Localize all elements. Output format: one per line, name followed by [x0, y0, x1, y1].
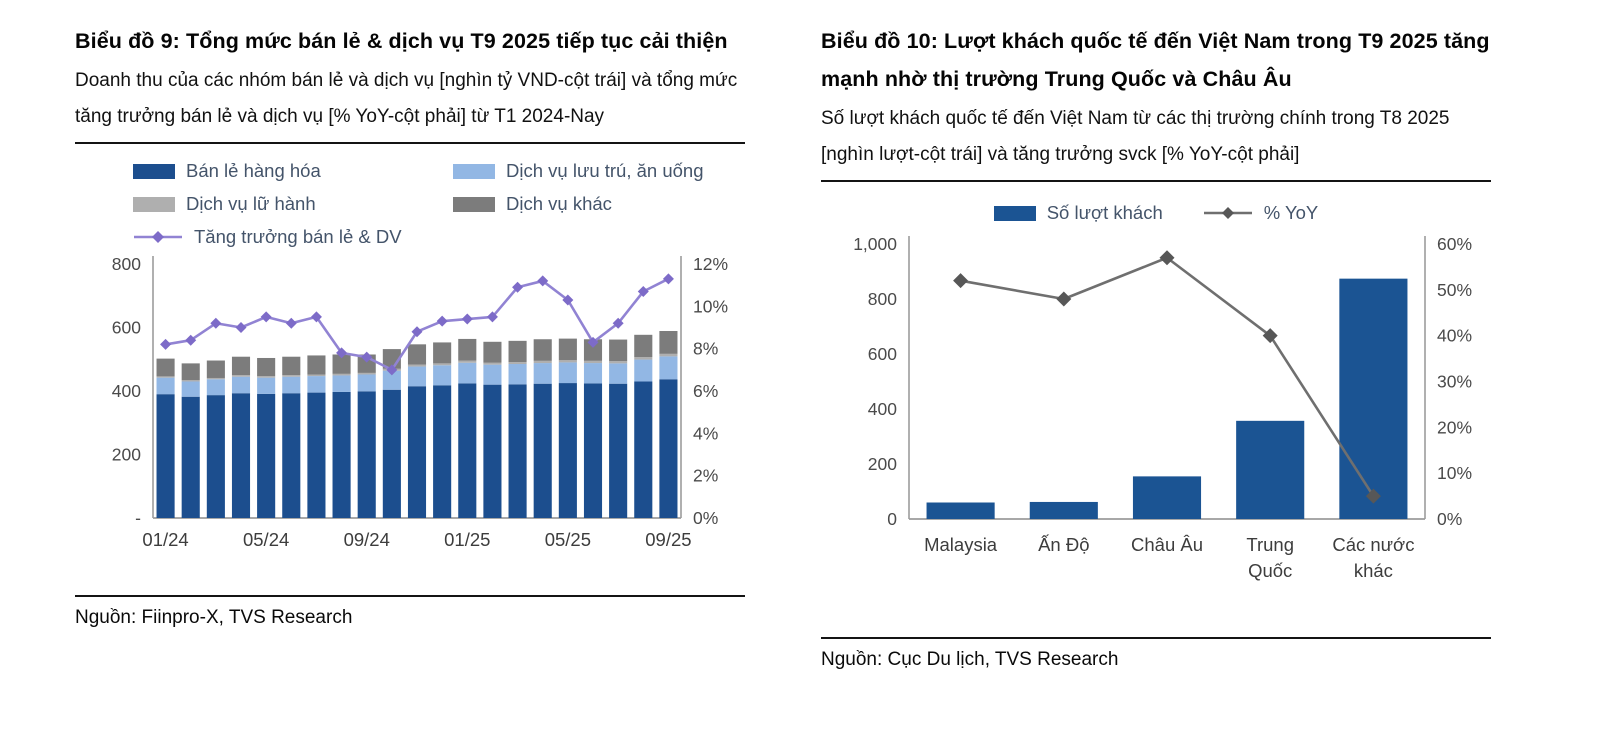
legend-item: [133, 160, 453, 182]
bar-segment: [483, 385, 501, 518]
y-right-tick-label: 6%: [693, 381, 719, 401]
bar-segment: [483, 363, 501, 365]
chart-legend: [133, 160, 745, 248]
bar-segment: [207, 395, 225, 518]
chart-subtitle: Số lượt khách quốc tế đến Việt Nam từ các thị trường chính trong T8 2025 [nghìn lượt-cột trái] và tăng trưởng svck [% YoY-cột phải]: [821, 108, 1450, 165]
y-left-tick-label: 1,000: [853, 234, 897, 254]
y-left-tick-label: 600: [111, 317, 141, 338]
color-legend-swatch: [994, 206, 1036, 221]
bar-segment: [458, 339, 476, 361]
bar-segment: [433, 342, 451, 363]
bar-segment: [509, 364, 527, 384]
bar-segment: [534, 361, 552, 363]
bar-segment: [458, 363, 476, 384]
color-legend-swatch: [453, 197, 495, 212]
bar-segment: [182, 397, 200, 518]
bar-segment: [307, 355, 325, 374]
x-axis-tick-label: 09/24: [343, 529, 390, 550]
bar-segment: [509, 341, 527, 362]
bar-segment: [383, 390, 401, 518]
bar-line-chart: [821, 226, 1491, 594]
chart-area: [75, 160, 745, 588]
bar-segment: [232, 375, 250, 377]
legend-label: Dịch vụ lưu trú, ăn uống: [506, 160, 704, 181]
x-axis-tick-label: 05/25: [544, 529, 592, 550]
x-axis-tick-label: 05/24: [242, 529, 290, 550]
source-note: Nguồn: Cục Du lịch, TVS Research: [821, 649, 1119, 670]
bar-segment: [634, 357, 652, 360]
bar-segment: [257, 376, 275, 378]
y-left-tick-label: 800: [867, 289, 897, 309]
y-left-tick-label: 400: [867, 399, 897, 419]
y-right-tick-label: 40%: [1437, 325, 1473, 346]
x-axis-tick-label: 01/24: [142, 529, 189, 550]
bar-segment: [207, 378, 225, 379]
color-legend-swatch: [133, 197, 175, 212]
y-right-tick-label: 50%: [1437, 279, 1473, 300]
bar-segment: [307, 374, 325, 376]
trend-line: [961, 258, 1374, 496]
bar-segment: [157, 359, 175, 377]
data-point-marker: [1056, 292, 1071, 307]
line-legend-swatch: [133, 229, 183, 245]
bar-segment: [282, 393, 300, 518]
legend-label: Dịch vụ khác: [506, 193, 612, 214]
y-left-tick-label: -: [135, 508, 141, 528]
bar-segment: [207, 379, 225, 395]
bar-segment: [483, 365, 501, 385]
bar-segment: [1133, 476, 1201, 519]
bar-segment: [333, 375, 351, 392]
bar-segment: [584, 361, 602, 363]
bar-segment: [333, 392, 351, 518]
y-left-tick-label: 600: [867, 344, 897, 364]
legend-label: Tăng trưởng bán lẻ & DV: [194, 226, 402, 247]
y-left-tick-label: 200: [111, 444, 141, 465]
legend-label: Số lượt khách: [1046, 202, 1163, 223]
bar-segment: [534, 339, 552, 361]
y-right-tick-label: 8%: [693, 338, 719, 359]
bar-segment: [534, 363, 552, 384]
bar-segment: [584, 363, 602, 383]
bar-segment: [408, 386, 426, 518]
bar-segment: [307, 393, 325, 518]
color-legend-swatch: [453, 164, 495, 179]
legend-item: [453, 160, 745, 182]
line-legend-swatch: [1203, 205, 1253, 221]
bar-segment: [458, 383, 476, 518]
y-left-tick-label: 800: [111, 254, 141, 274]
bar-segment: [1339, 279, 1407, 519]
bar-segment: [659, 356, 677, 379]
source-note: Nguồn: Fiinpro-X, TVS Research: [75, 607, 353, 628]
data-point-marker: [160, 339, 171, 350]
legend-label: Bán lẻ hàng hóa: [186, 160, 321, 181]
bar-segment: [282, 375, 300, 377]
bar-segment: [458, 361, 476, 363]
bar-segment: [282, 357, 300, 375]
y-right-tick-label: 2%: [693, 465, 719, 486]
bar-segment: [1030, 502, 1098, 519]
y-left-tick-label: 400: [111, 381, 141, 401]
bar-segment: [559, 383, 577, 518]
x-axis-tick-label: Malaysia: [924, 534, 998, 555]
divider: [75, 142, 745, 144]
y-right-tick-label: 0%: [693, 508, 719, 528]
data-point-marker: [953, 273, 968, 288]
bar-segment: [634, 360, 652, 382]
data-point-marker: [462, 314, 473, 325]
bar-segment: [659, 379, 677, 518]
bar-segment: [609, 361, 627, 363]
y-left-tick-label: 0: [887, 509, 897, 529]
bar-segment: [157, 378, 175, 395]
y-right-tick-label: 60%: [1437, 234, 1473, 254]
y-right-tick-label: 10%: [1437, 463, 1473, 484]
bar-segment: [182, 380, 200, 381]
bar-segment: [659, 354, 677, 357]
legend-item: [453, 193, 745, 215]
page-title: Biểu đồ 10: Lượt khách quốc tế đến Việt Nam trong T9 2025 tăng mạnh nhờ thị trường Trung Quốc và Châu Âu: [821, 29, 1490, 91]
y-right-tick-label: 20%: [1437, 417, 1473, 438]
legend-label: Dịch vụ lữ hành: [186, 193, 316, 214]
legend-item: [133, 226, 453, 248]
divider: [821, 637, 1491, 639]
bar-segment: [559, 339, 577, 361]
bar-segment: [609, 340, 627, 362]
bar-segment: [659, 331, 677, 354]
data-point-marker: [437, 316, 448, 327]
bar-segment: [232, 377, 250, 394]
bar-segment: [257, 394, 275, 518]
y-right-tick-label: 0%: [1437, 509, 1463, 529]
divider: [75, 595, 745, 597]
bar-segment: [1236, 421, 1304, 519]
bar-segment: [358, 374, 376, 391]
bar-segment: [232, 393, 250, 518]
data-point-marker: [152, 231, 164, 243]
bar-segment: [433, 363, 451, 365]
bar-segment: [483, 342, 501, 363]
x-axis-tick-label: Các nước khác: [1332, 534, 1415, 581]
legend-item: [1203, 202, 1319, 224]
y-right-tick-label: 4%: [693, 423, 719, 444]
chart-card-bieu-do-10: [821, 22, 1491, 671]
chart-subtitle: Doanh thu của các nhóm bán lẻ và dịch vụ [nghìn tỷ VND-cột trái] và tổng mức tăng trưởng bán lẻ và dịch vụ [% YoY-cột phải] từ T1 2024-Nay: [75, 70, 738, 127]
bar-segment: [182, 381, 200, 396]
bar-segment: [634, 335, 652, 357]
chart-card-bieu-do-9: [75, 22, 745, 671]
bar-segment: [408, 365, 426, 367]
bar-segment: [157, 394, 175, 518]
chart-legend: [821, 202, 1491, 224]
bar-segment: [257, 358, 275, 376]
bar-segment: [307, 376, 325, 393]
data-point-marker: [1222, 207, 1234, 219]
bar-segment: [927, 503, 995, 520]
legend-item: [994, 202, 1163, 224]
data-point-marker: [286, 318, 297, 329]
bar-segment: [559, 360, 577, 362]
bar-segment: [282, 377, 300, 394]
bar-segment: [433, 365, 451, 385]
bar-segment: [157, 376, 175, 377]
bar-segment: [584, 383, 602, 518]
color-legend-swatch: [133, 164, 175, 179]
bar-segment: [333, 374, 351, 376]
stacked-bar-line-chart: [75, 252, 745, 552]
bar-segment: [609, 384, 627, 518]
y-right-tick-label: 10%: [693, 296, 729, 317]
divider: [821, 180, 1491, 182]
bar-segment: [257, 378, 275, 394]
data-point-marker: [663, 273, 674, 284]
bar-segment: [408, 367, 426, 387]
bar-segment: [433, 385, 451, 518]
bar-segment: [509, 362, 527, 364]
bar-segment: [534, 384, 552, 518]
bar-segment: [634, 381, 652, 518]
y-right-tick-label: 30%: [1437, 371, 1473, 392]
y-left-tick-label: 200: [867, 454, 897, 474]
page-title: Biểu đồ 9: Tổng mức bán lẻ & dịch vụ T9 2025 tiếp tục cải thiện: [75, 29, 728, 53]
x-axis-tick-label: Châu Âu: [1131, 534, 1203, 555]
x-axis-tick-label: Ấn Độ: [1038, 534, 1090, 555]
bar-segment: [559, 362, 577, 383]
bar-segment: [509, 384, 527, 518]
x-axis-tick-label: 01/25: [444, 529, 491, 550]
chart-area: [821, 202, 1491, 630]
data-point-marker: [261, 311, 272, 322]
y-right-tick-label: 12%: [693, 254, 729, 274]
bar-segment: [609, 363, 627, 383]
bar-segment: [358, 373, 376, 375]
bar-segment: [358, 391, 376, 518]
legend-item: [133, 193, 453, 215]
bar-segment: [207, 361, 225, 378]
bar-segment: [408, 344, 426, 364]
bar-segment: [182, 363, 200, 380]
legend-label: % YoY: [1263, 202, 1319, 223]
bar-segment: [232, 357, 250, 375]
x-axis-tick-label: Trung Quốc: [1246, 534, 1295, 581]
data-point-marker: [236, 322, 247, 333]
x-axis-tick-label: 09/25: [645, 529, 692, 550]
